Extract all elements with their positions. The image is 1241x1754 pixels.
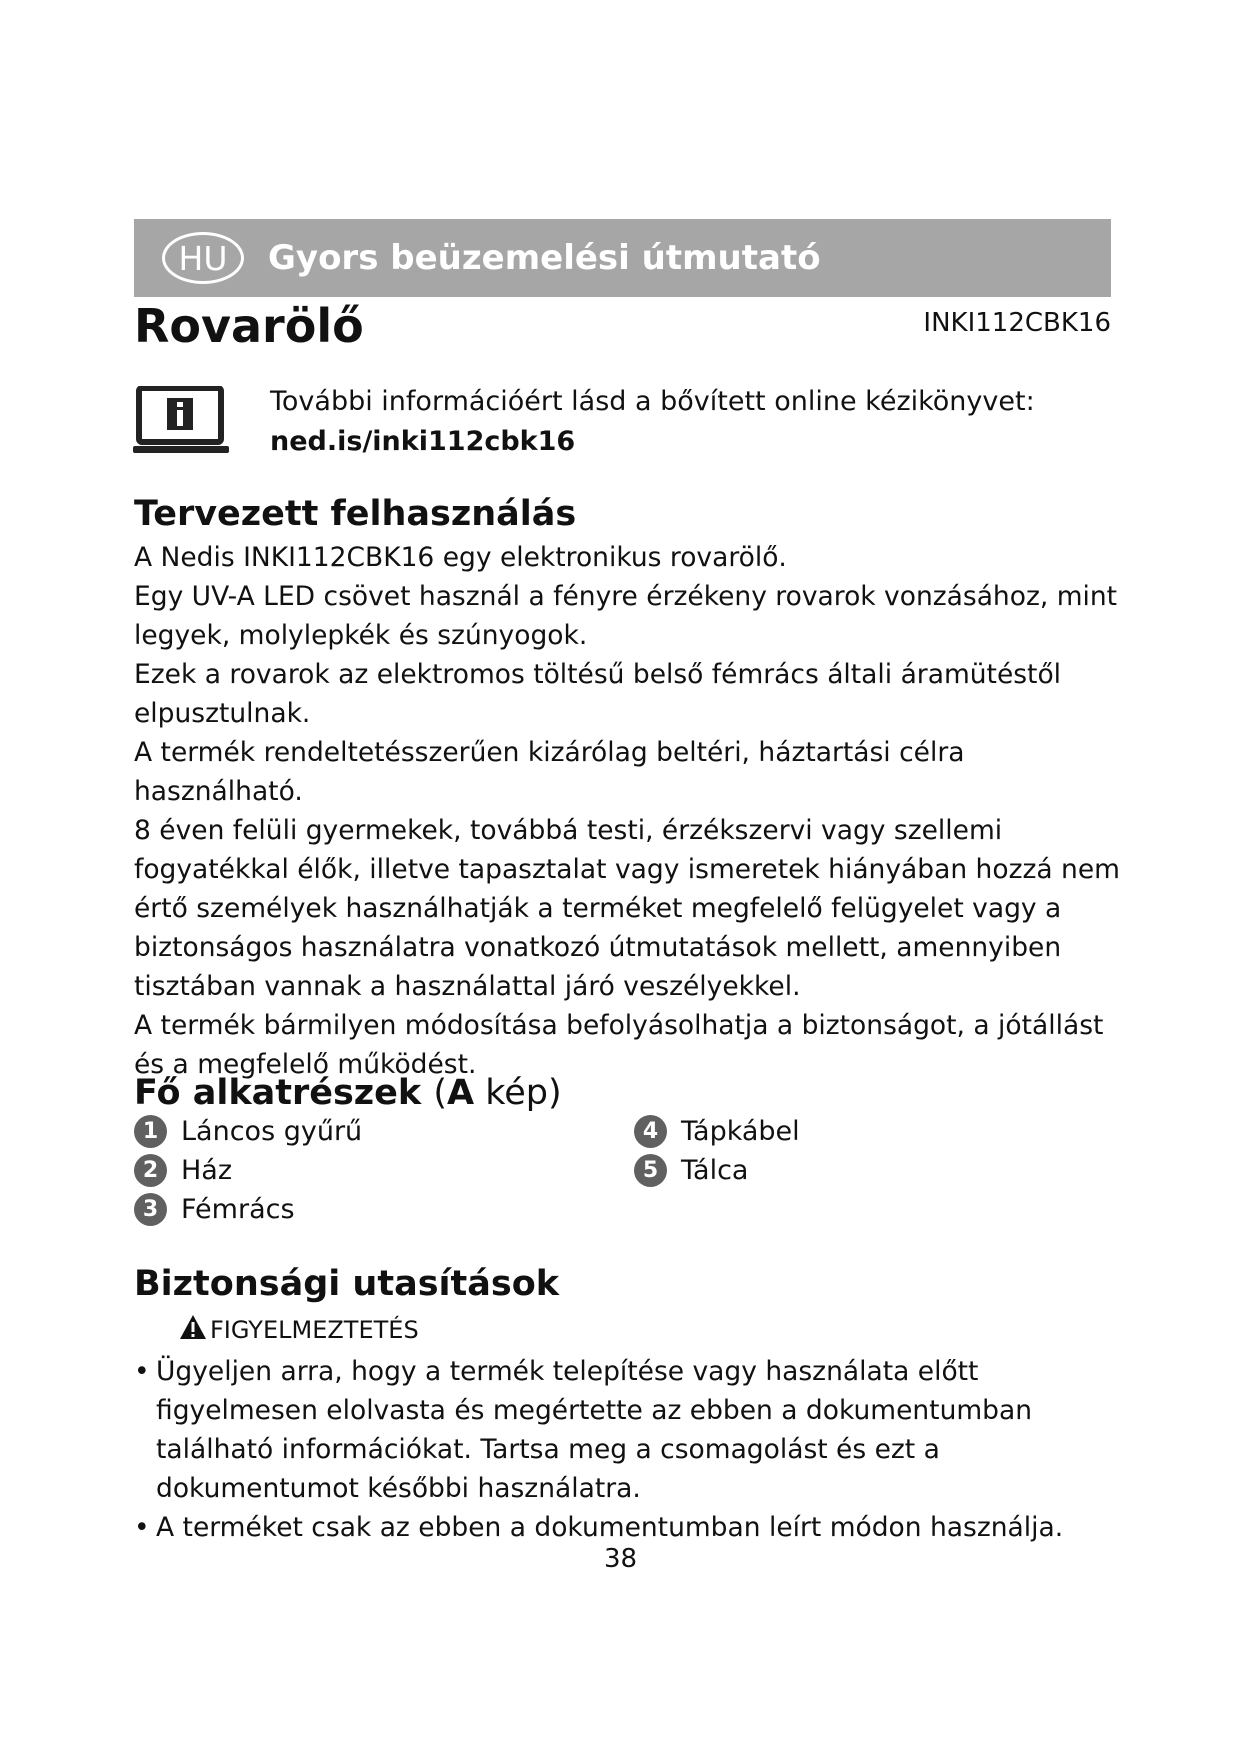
part-item: [634, 1112, 800, 1151]
parts-heading-open: (: [433, 1073, 448, 1113]
header-banner: [134, 219, 1111, 297]
warning-triangle-icon: [178, 1313, 208, 1347]
model-code: INKI112CBK16: [923, 308, 1111, 338]
language-badge: [162, 232, 244, 284]
usage-paragraph: 8 éven felüli gyermekek, továbbá testi, érzékszervi vagy szellemi fogyatékkal élők, illetve tapasztalat vagy ismeretek hiányában hozzá nem értő személyek használhatják a terméket megfelelő felügyelet vagy a biztonságos használatra vonatkozó útmutatások mellett, amennyiben tisztában vannak a használattal járó veszélyekkel.: [134, 815, 1120, 1002]
bullet-dot-icon: •: [134, 1512, 150, 1543]
part-number-badge: 1: [134, 1115, 167, 1148]
language-code: HU: [178, 238, 228, 278]
part-number-badge: 2: [134, 1154, 167, 1187]
banner-title: Gyors beüzemelési útmutató: [268, 238, 821, 278]
safety-bullet: [134, 1508, 1124, 1547]
warning-label: FIGYELMEZTETÉS: [210, 1316, 419, 1344]
online-manual-link[interactable]: ned.is/inki112cbk16: [270, 426, 576, 457]
part-label: Ház: [181, 1155, 233, 1186]
usage-paragraph: A termék bármilyen módosítása befolyásolhatja a biztonságot, a jótállást és a megfelelő működést.: [134, 1010, 1104, 1080]
part-number-badge: 3: [134, 1193, 167, 1226]
intended-use-body: [134, 538, 1124, 1084]
product-title: Rovarölő: [134, 299, 364, 353]
part-label: Tápkábel: [681, 1116, 800, 1147]
parts-heading-letter: A: [447, 1073, 475, 1113]
bullet-dot-icon: •: [134, 1356, 150, 1387]
safety-bullets: [134, 1352, 1124, 1547]
usage-paragraph: Ezek a rovarok az elektromos töltésű belső fémrács általi áramütéstől elpusztulnak.: [134, 659, 1062, 729]
part-label: Láncos gyűrű: [181, 1116, 363, 1147]
part-item: [134, 1112, 362, 1151]
part-label: Tálca: [681, 1155, 749, 1186]
online-manual-text: További információért lásd a bővített online kézikönyvet:: [270, 386, 1035, 417]
part-item: [134, 1151, 232, 1190]
usage-paragraph: A Nedis INKI112CBK16 egy elektronikus rovarölő.: [134, 542, 787, 573]
safety-bullet-text: A terméket csak az ebben a dokumentumban leírt módon használja.: [156, 1512, 1064, 1543]
safety-bullet: [134, 1352, 1124, 1508]
safety-heading: Biztonsági utasítások: [134, 1264, 560, 1304]
parts-heading-rest: kép): [474, 1073, 562, 1113]
part-item: [134, 1190, 295, 1229]
warning-label-row: [178, 1313, 419, 1347]
page-number: 38: [603, 1544, 638, 1574]
main-parts-heading: [134, 1073, 562, 1113]
safety-bullet-text: Ügyeljen arra, hogy a termék telepítése vagy használata előtt figyelmesen elolvasta és megértette az ebben a dokumentumban található információkat. Tartsa meg a csomagolást és ezt a dokumentumot későbbi használatra.: [156, 1356, 1033, 1504]
usage-paragraph: Egy UV-A LED csövet használ a fényre érzékeny rovarok vonzásához, mint legyek, molylepkék és szúnyogok.: [134, 581, 1118, 651]
part-item: [634, 1151, 748, 1190]
online-manual-info: [270, 382, 1035, 462]
parts-heading-main: Fő alkatrészek: [134, 1073, 422, 1113]
intended-use-heading: Tervezett felhasználás: [134, 494, 577, 534]
part-number-badge: 5: [634, 1154, 667, 1187]
usage-paragraph: A termék rendeltetésszerűen kizárólag beltéri, háztartási célra használható.: [134, 737, 965, 807]
part-number-badge: 4: [634, 1115, 667, 1148]
part-label: Fémrács: [181, 1194, 295, 1225]
laptop-info-icon: [133, 386, 229, 460]
